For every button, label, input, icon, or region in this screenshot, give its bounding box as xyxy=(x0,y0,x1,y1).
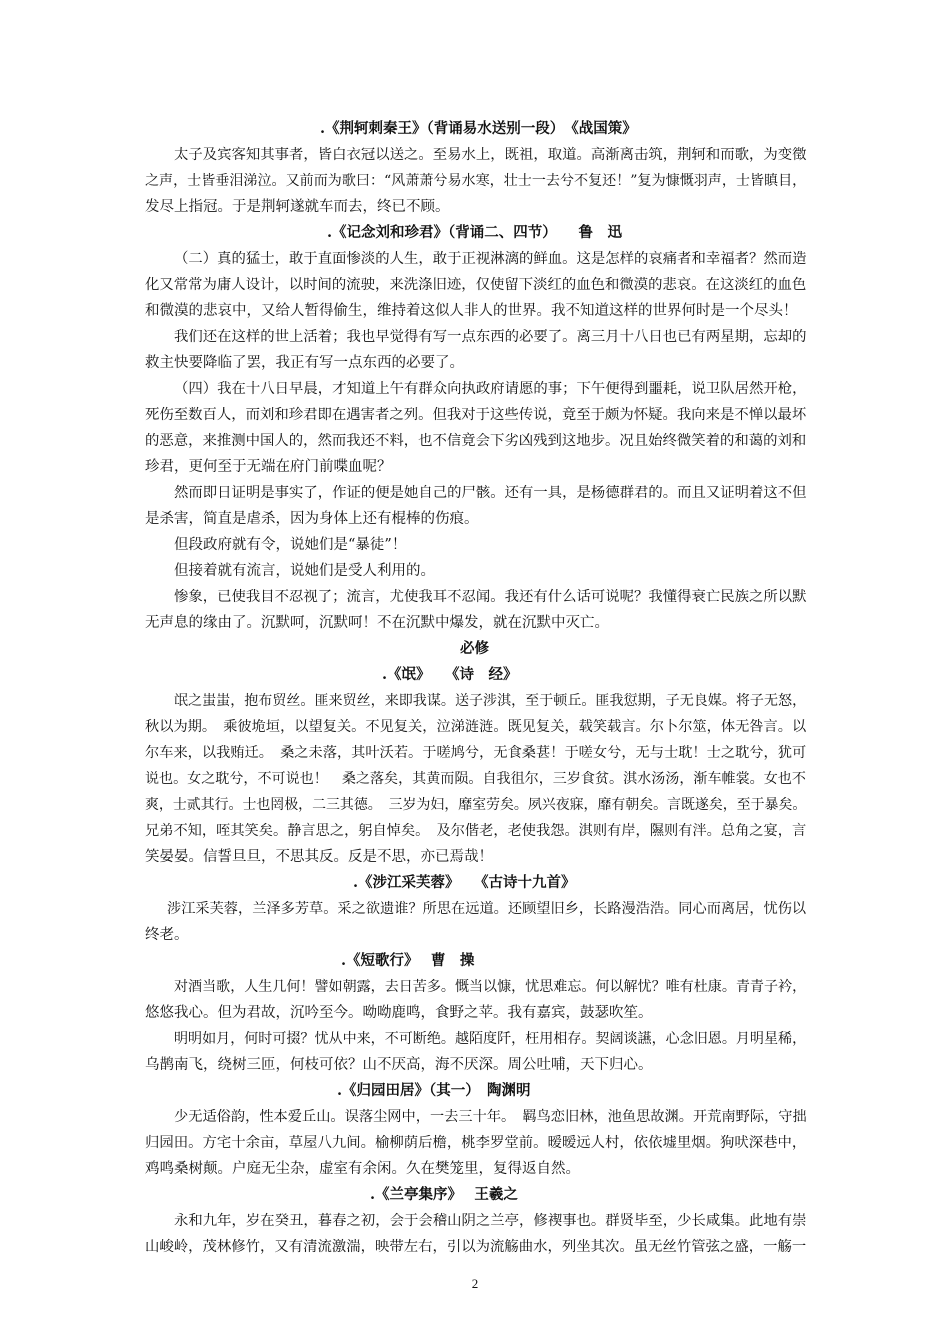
section-title: .《氓》 《诗 经》 xyxy=(382,666,518,683)
text-line: 笑晏晏。信誓旦旦，不思其反。反是不思，亦已焉哉！ xyxy=(145,849,493,865)
text-line: 说也。女之耽兮，不可说也！ 桑之落矣，其黄而陨。自我徂尔，三岁食贫。淇水汤汤，渐车帷裳。女也不 xyxy=(145,771,806,787)
text-line: （四）我在十八日早晨，才知道上午有群众向执政府请愿的事；下午便得到噩耗，说卫队居然开枪， xyxy=(174,381,807,397)
text-line: （二）真的猛士，敢于直面惨淡的人生，敢于正视淋漓的鲜血。这是怎样的哀痛者和幸福者？然而造 xyxy=(174,251,807,267)
text-line: 的恶意，来推测中国人的，然而我还不料，也不信竟会下劣凶残到这地步。况且始终微笑着的和蔼的刘和 xyxy=(145,433,807,449)
text-line: 氓之蚩蚩，抱布贸丝。匪来贸丝，来即我谋。送子涉淇，至于顿丘。匪我愆期，子无良媒。将子无怒， xyxy=(174,693,807,709)
text-line: 我们还在这样的世上活着；我也早觉得有写一点东西的必要了。离三月十八日也已有两星期，忘却的 xyxy=(174,329,807,345)
text-line: 山峻岭，茂林修竹，又有清流激湍，映带左右，引以为流觞曲水，列坐其次。虽无丝竹管弦之盛，一觞一 xyxy=(145,1239,807,1255)
page-number: 2 xyxy=(471,1276,479,1291)
section-title: .《记念刘和珍君》（背诵二、四节） 鲁 迅 xyxy=(327,224,623,241)
section-title: .《归园田居》（其一） 陶渊明 xyxy=(337,1082,531,1099)
text-line: 死伤至数百人，而刘和珍君即在遇害者之列。但我对于这些传说，竟至于颇为怀疑。我向来是不惮以最坏 xyxy=(145,407,807,423)
text-line: 终老。 xyxy=(145,927,189,943)
text-line: 珍君，更何至于无端在府门前喋血呢？ xyxy=(145,459,392,475)
text-line: 归园田。方宅十余亩，草屋八九间。榆柳荫后檐，桃李罗堂前。暧暧远人村，依依墟里烟。狗吠深巷中， xyxy=(145,1135,807,1151)
text-line: 是杀害，简直是虐杀，因为身体上还有棍棒的伤痕。 xyxy=(145,511,479,527)
section-title: .《荆轲刺秦王》（背诵易水送别一段） 《战国策》 xyxy=(320,120,637,137)
text-line: 明明如月，何时可掇？忧从中来，不可断绝。越陌度阡，枉用相存。契阔谈讌，心念旧恩。月明星稀， xyxy=(174,1031,807,1047)
text-line: 和微漠的悲哀中，又给人暂得偷生，维持着这似人非人的世界。我不知道这样的世界何时是一个尽头！ xyxy=(145,303,798,319)
section-title: 必修 xyxy=(460,640,489,657)
text-line: 少无适俗韵，性本爱丘山。误落尘网中，一去三十年。 羁鸟恋旧林，池鱼思故渊。开荒南野际，守拙 xyxy=(174,1109,807,1125)
section-title: .《短歌行》 曹 操 xyxy=(341,952,475,969)
text-line: 永和九年，岁在癸丑，暮春之初，会于会稽山阴之兰亭，修禊事也。群贤毕至，少长咸集。此地有崇 xyxy=(174,1213,807,1229)
text-line: 爽，士贰其行。士也罔极，二三其德。 三岁为妇，靡室劳矣。夙兴夜寐，靡有朝矣。言既遂矣，至于暴矣。 xyxy=(145,797,807,813)
text-line: 但段政府就有令，说她们是“暴徒”！ xyxy=(174,537,407,553)
text-line: 乌鹊南飞，绕树三匝，何枝可依？山不厌高，海不厌深。周公吐哺，天下归心。 xyxy=(145,1057,653,1073)
section-title: .《兰亭集序》 王羲之 xyxy=(370,1186,518,1203)
text-line: 惨象，已使我目不忍视了；流言，尤使我耳不忍闻。我还有什么话可说呢？我懂得衰亡民族之所以默 xyxy=(174,589,807,605)
text-line: 然而即日证明是事实了，作证的便是她自己的尸骸。还有一具，是杨德群君的。而且又证明着这不但 xyxy=(174,485,807,501)
text-line: 化又常常为庸人设计，以时间的流驶，来洗涤旧迹，仅使留下淡红的血色和微漠的悲哀。在这淡红的血色 xyxy=(145,277,807,293)
text-line: 悠悠我心。但为君故，沉吟至今。呦呦鹿鸣，食野之苹。我有嘉宾，鼓瑟吹笙。 xyxy=(145,1005,653,1021)
text-line: 兄弟不知，咥其笑矣。静言思之，躬自悼矣。 及尔偕老，老使我怨。淇则有岸，隰则有泮。总角之宴，言 xyxy=(145,823,807,839)
text-line: 太子及宾客知其事者，皆白衣冠以送之。至易水上，既祖，取道。高渐离击筑，荆轲和而歌，为变徵 xyxy=(174,147,807,163)
text-line: 秋以为期。 乘彼垝垣，以望复关。不见复关，泣涕涟涟。既见复关，载笑载言。尔卜尔筮，体无咎言。以 xyxy=(145,719,807,735)
text-line: 涉江采芙蓉，兰泽多芳草。采之欲遗谁？所思在远道。还顾望旧乡，长路漫浩浩。同心而离居，忧伤以 xyxy=(167,901,807,917)
text-line: 无声息的缘由了。沉默呵，沉默呵！不在沉默中爆发，就在沉默中灭亡。 xyxy=(145,615,609,631)
text-line: 之声，士皆垂泪涕泣。又前而为歌曰：“风萧萧兮易水寒，壮士一去兮不复还！”复为慷慨羽声，士皆瞋目， xyxy=(145,173,807,189)
text-line: 但接着就有流言，说她们是受人利用的。 xyxy=(174,563,435,579)
text-line: 对酒当歌，人生几何！譬如朝露，去日苦多。慨当以慷，忧思难忘。何以解忧？唯有杜康。青青子衿， xyxy=(174,979,807,995)
section-title: .《涉江采芙蓉》 《古诗十九首》 xyxy=(353,874,576,891)
text-line: 发尽上指冠。于是荆轲遂就车而去，终已不顾。 xyxy=(145,199,450,215)
text-line: 尔车来，以我贿迁。 桑之未落，其叶沃若。于嗟鸠兮，无食桑葚！于嗟女兮，无与士耽！士之耽兮，犹可 xyxy=(145,745,807,761)
text-line: 救主快要降临了罢，我正有写一点东西的必要了。 xyxy=(145,355,464,371)
text-line: 鸡鸣桑树颠。户庭无尘杂，虚室有余闲。久在樊笼里，复得返自然。 xyxy=(145,1161,580,1177)
